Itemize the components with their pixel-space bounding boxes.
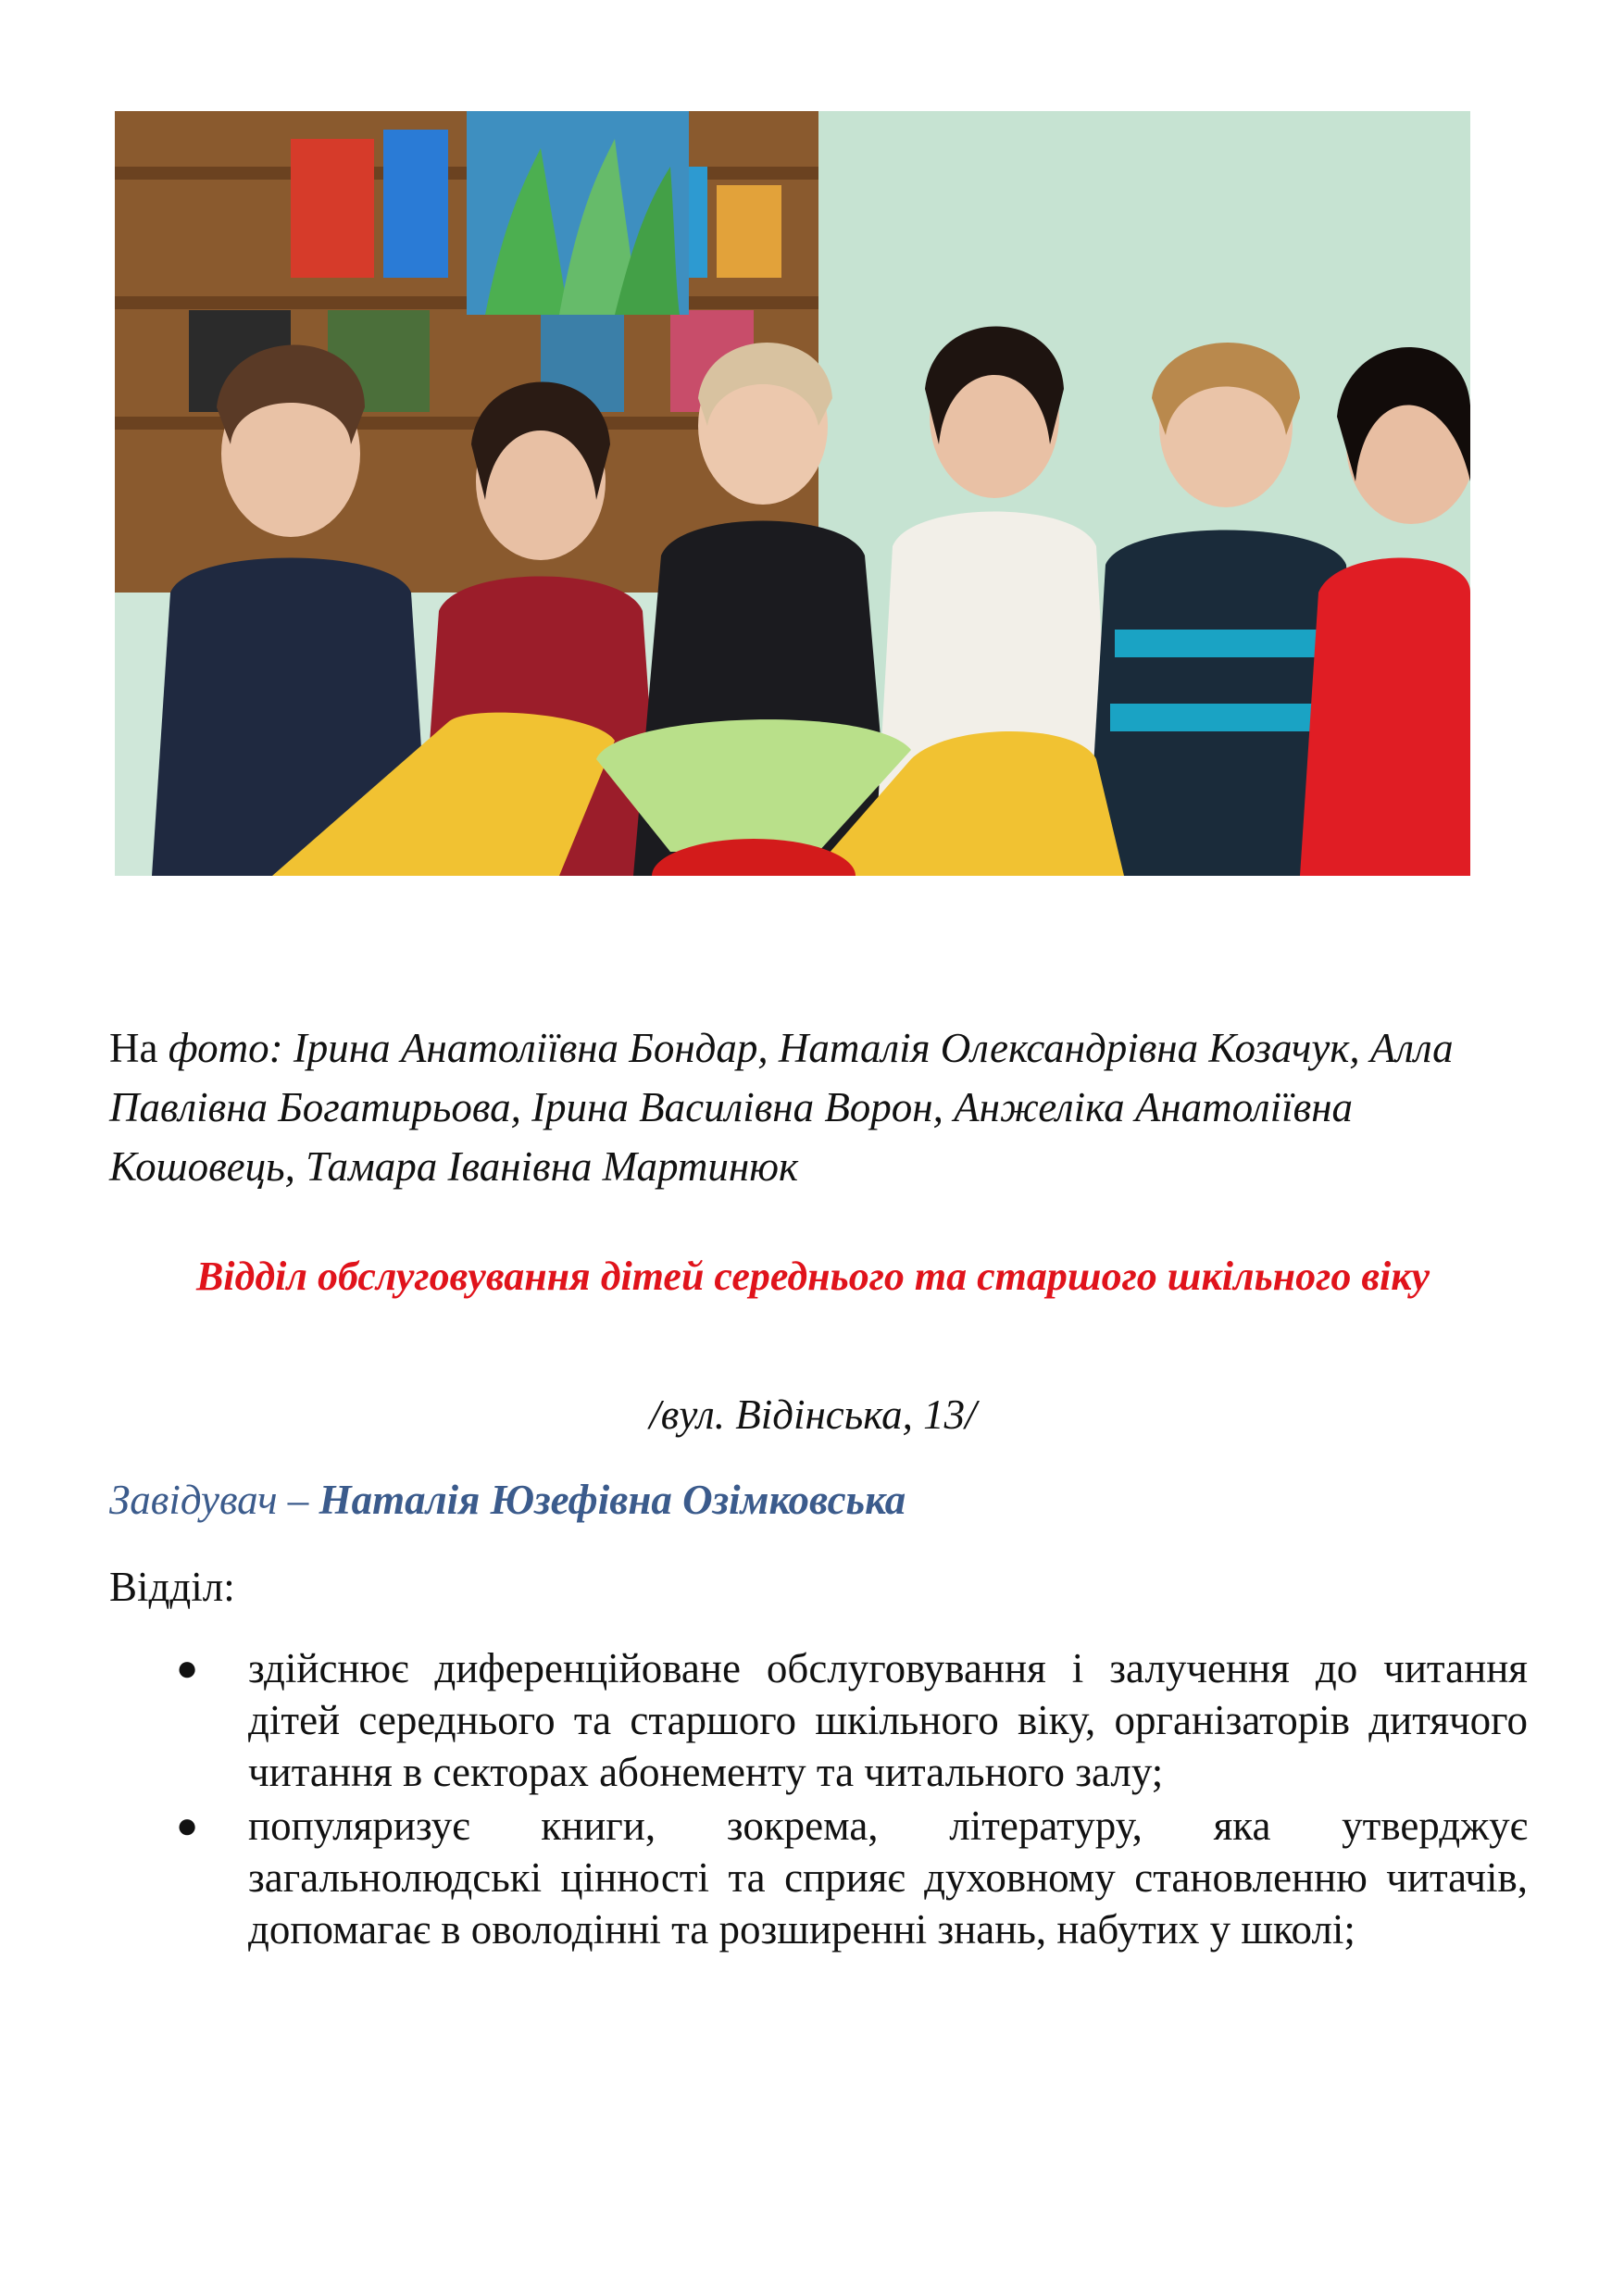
bullet-icon: ● — [176, 1647, 199, 1689]
department-label: Відділ: — [109, 1564, 235, 1610]
department-head — [109, 1472, 1535, 1528]
duties-list — [176, 1642, 1528, 1957]
group-photo — [115, 111, 1470, 876]
list-item-text: популяризує книги, зокрема, літературу, яка утверджує загальнолюдські цінності та сприяє духовному становленню читачів, допомагає в оволодінні та розширенні знань, набутих у школі; — [248, 1803, 1528, 1953]
list-item-text: здійснює диференційоване обслуговування і залучення до читання дітей середнього та старшого шкільного віку, організаторів дитячого читання в секторах абонементу та читального залу; — [248, 1645, 1528, 1795]
caption-lead: На — [109, 1025, 158, 1071]
department-address: /вул. Відінська, 13/ — [649, 1391, 977, 1438]
list-item — [176, 1800, 1528, 1955]
bullet-icon: ● — [176, 1804, 199, 1846]
caption-names: фото: Ірина Анатоліївна Бондар, Наталія Олександрівна Козачук, Алла Павлівна Богатирьова, Ірина Василівна Ворон, Анжеліка Анатоліївна Кошовець, Тамара Іванівна Мартинюк — [109, 1025, 1454, 1190]
head-person: Наталія Юзефівна Озімковська — [319, 1477, 906, 1523]
list-item — [176, 1642, 1528, 1798]
head-role: Завідувач – — [109, 1477, 319, 1523]
department-heading: Відділ обслуговування дітей середнього та старшого шкільного віку — [195, 1254, 1430, 1299]
photo-caption — [109, 1018, 1535, 1196]
